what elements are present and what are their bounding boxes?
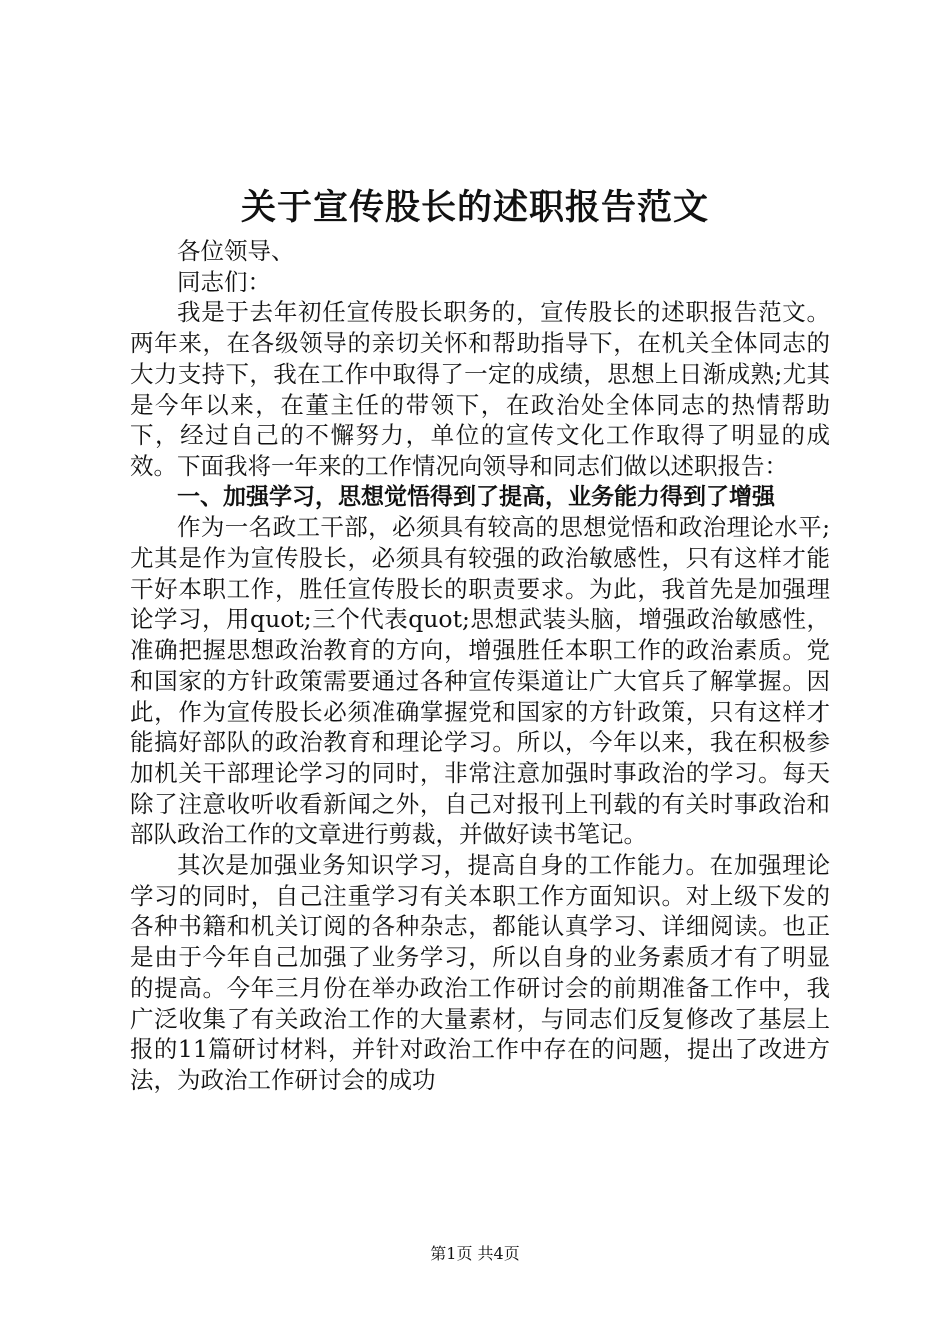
intro-paragraph: 我是于去年初任宣传股长职务的，宣传股长的述职报告范文。两年来，在各级领导的亲切关怀和帮助指导下，在机关全体同志的大力支持下，我在工作中取得了一定的成绩，思想上日渐成熟;尤其是今年以来，在董主任的带领下，在政治处全体同志的热情帮助下，经过自己的不懈努力，单位的宣传文化工作取得了明显的成效。下面我将一年来的工作情况向领导和同志们做以述职报告： bbox=[130, 298, 830, 480]
page-number-footer: 第1页 共4页 bbox=[430, 1244, 520, 1263]
salutation-line-2: 同志们： bbox=[177, 267, 271, 296]
section-heading-1: 一、加强学习，思想觉悟得到了提高，业务能力得到了增强 bbox=[177, 483, 775, 510]
body-paragraph-1: 作为一名政工干部，必须具有较高的思想觉悟和政治理论水平;尤其是作为宣传股长，必须具有较强的政治敏感性，只有这样才能干好本职工作，胜任宣传股长的职责要求。为此，我首先是加强理论学习，用quot;三个代表quot;思想武装头脑，增强政治敏感性，准确把握思想政治教育的方向，增强胜任本职工作的政治素质。党和国家的方针政策需要通过各种宣传渠道让广大官兵了解掌握。因此，作为宣传股长必须准确掌握党和国家的方针政策，只有这样才能搞好部队的政治教育和理论学习。所以，今年以来，我在积极参加机关干部理论学习的同时，非常注意加强时事政治的学习。每天除了注意收听收看新闻之外，自己对报刊上刊载的有关时事政治和部队政治工作的文章进行剪裁，并做好读书笔记。 bbox=[130, 513, 830, 849]
document-title: 关于宣传股长的述职报告范文 bbox=[240, 187, 709, 228]
body-paragraph-2: 其次是加强业务知识学习，提高自身的工作能力。在加强理论学习的同时，自己注重学习有关本职工作方面知识。对上级下发的各种书籍和机关订阅的各种杂志，都能认真学习、详细阅读。也正是由于今年自己加强了业务学习，所以自身的业务素质才有了明显的提高。今年三月份在举办政治工作研讨会的前期准备工作中，我广泛收集了有关政治工作的大量素材，与同志们反复修改了基层上报的11篇研讨材料，并针对政治工作中存在的问题，提出了改进方法，为政治工作研讨会的成功 bbox=[130, 851, 830, 1094]
salutation-line-1: 各位领导、 bbox=[177, 237, 295, 265]
document-body bbox=[130, 236, 830, 1096]
